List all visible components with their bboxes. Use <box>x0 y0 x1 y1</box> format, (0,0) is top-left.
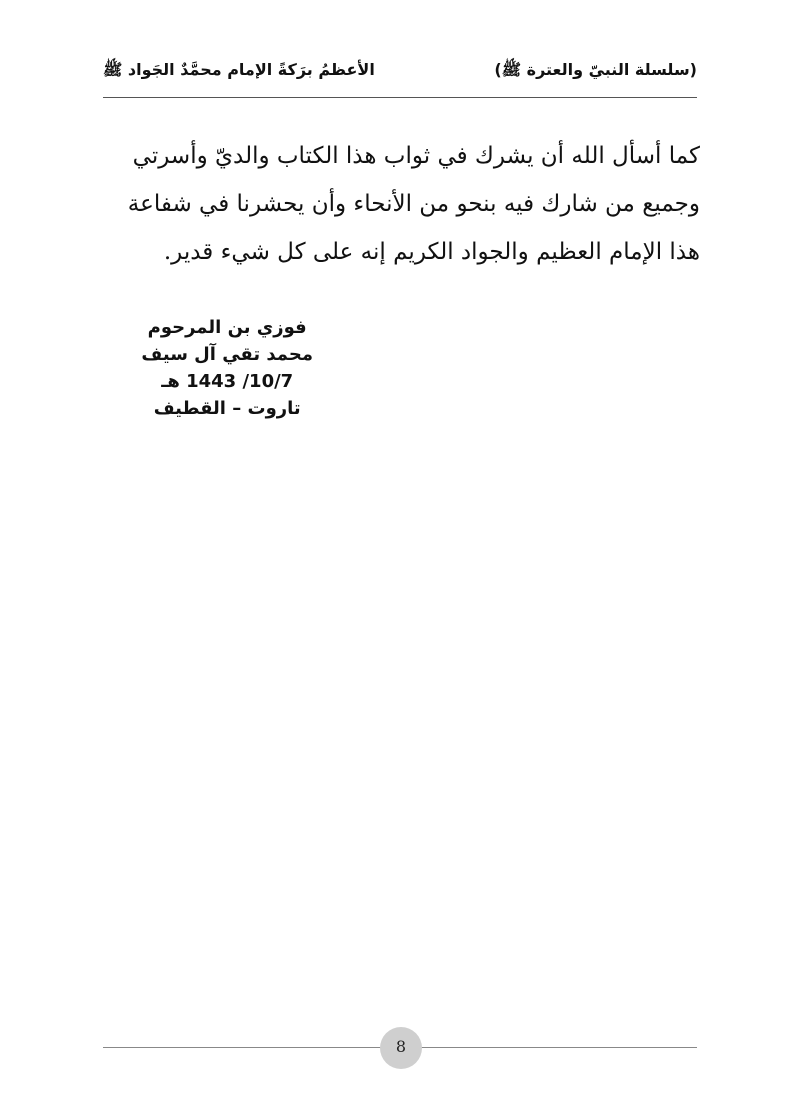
page-header <box>103 58 697 98</box>
signature-date: 10/7/ 1443 هـ <box>161 371 294 392</box>
book-title: الأعظمُ برَكةً الإمام محمَّدٌ الجَواد ﷺ <box>103 60 375 79</box>
author-signature <box>141 314 313 422</box>
page-number: 8 <box>380 1027 422 1069</box>
signature-place: تاروت – القطيف <box>153 398 301 419</box>
body-line: وجميع من شارك فيه بنحو من الأنحاء وأن يحشرنا في شفاعة <box>127 191 700 217</box>
series-title: (سلسلة النبيّ والعترة ﷺ) <box>494 60 697 79</box>
body-paragraph <box>100 132 700 276</box>
author-name-line2: محمد تقي آل سيف <box>141 344 313 365</box>
body-line: هذا الإمام العظيم والجواد الكريم إنه على كل شيء قدير. <box>163 239 700 265</box>
author-name-line1: فوزي بن المرحوم <box>147 317 307 338</box>
body-line: كما أسأل الله أن يشرك في ثواب هذا الكتاب والديّ وأسرتي <box>132 143 700 169</box>
